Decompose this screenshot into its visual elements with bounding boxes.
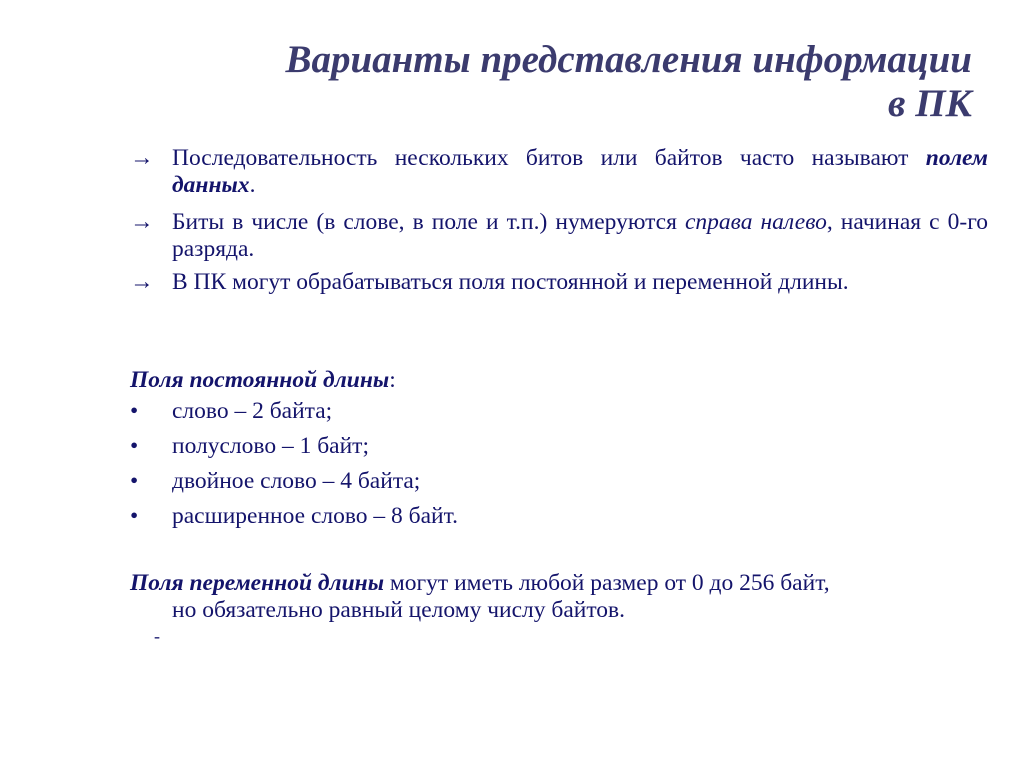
intro-item <box>130 145 988 199</box>
emphasis: полем данных <box>172 145 988 198</box>
dash-mark: - <box>154 626 160 646</box>
intro-item <box>130 269 988 296</box>
slide-title <box>285 38 972 126</box>
list-item-text: слово – 2 байта; <box>172 398 333 424</box>
fixed-heading-colon: : <box>389 367 396 393</box>
bullet-icon: • <box>130 503 139 529</box>
right-arrow-icon: → <box>130 145 154 171</box>
item-tail: , начиная с 0-го разряда. <box>172 209 988 262</box>
bullet-icon: • <box>130 468 139 494</box>
bullet-icon: • <box>130 398 139 424</box>
variable-heading: Поля переменной длины <box>130 570 385 596</box>
item-tail: . <box>249 172 256 198</box>
title-line-2: в ПК <box>888 82 972 125</box>
list-item-text: двойное слово – 4 байта; <box>172 468 421 494</box>
right-arrow-icon: → <box>130 209 154 235</box>
list-item-text: расширенное слово – 8 байт. <box>172 503 459 529</box>
item-text: Последовательность нескольких битов или байтов часто называют <box>172 145 926 171</box>
intro-item <box>130 209 988 263</box>
item-text: Биты в числе (в слове, в поле и т.п.) нумеруются <box>172 209 685 235</box>
fixed-heading-text: Поля постоянной длины <box>130 367 390 393</box>
fixed-heading <box>130 367 988 394</box>
emphasis: справа налево <box>684 209 827 235</box>
bullet-icon: • <box>130 433 139 459</box>
variable-text-line2: но обязательно равный целому числу байтов. <box>172 597 626 623</box>
right-arrow-icon: → <box>130 269 154 295</box>
variable-paragraph <box>130 570 988 624</box>
variable-text: могут иметь любой размер от 0 до 256 байт, <box>384 570 830 596</box>
list-item-text: полуслово – 1 байт; <box>172 433 369 459</box>
title-line-1: Варианты представления информации <box>285 38 972 81</box>
item-text: В ПК могут обрабатываться поля постоянной и переменной длины. <box>172 269 849 295</box>
